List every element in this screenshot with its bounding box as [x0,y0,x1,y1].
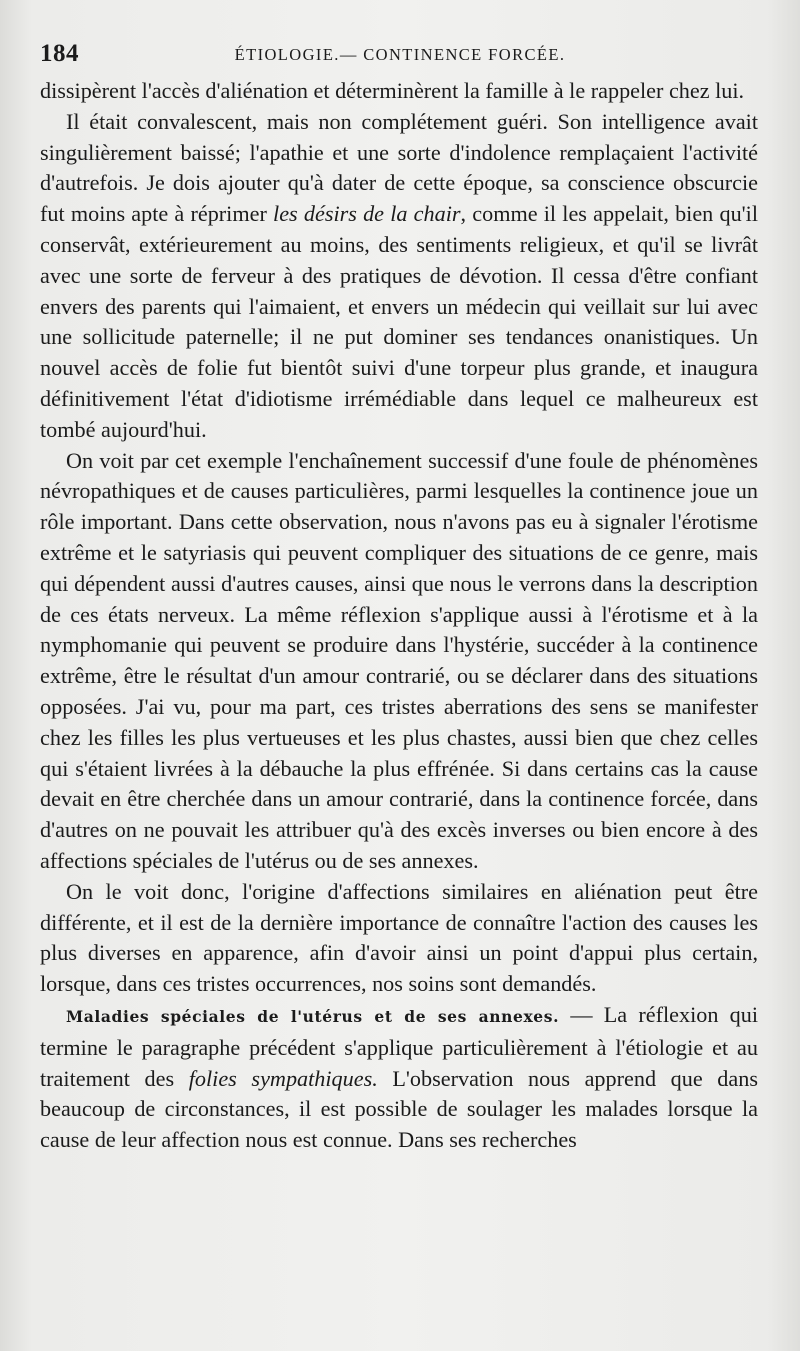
paragraph-continuation [40,76,758,107]
paragraph-text: On voit par cet exemple l'enchaînement successif d'une foule de phénomènes névropathiques et de causes particulières, parmi lesquelles la continence joue un rôle important. Dans cette observation, nous n'avons pas eu à signaler l'érotisme extrême et le satyriasis qui peuvent compliquer des situations de ce genre, mais qui dépendent aussi d'autres causes, ainsi que nous le verrons dans la description de ces états nerveux. La même réflexion s'applique aussi à l'érotisme et à la nymphomanie qui peuvent se produire dans l'hystérie, succéder à la continence extrême, être le résultat d'un amour contrarié, ou se déclarer dans des situations opposées. J'ai vu, pour ma part, ces tristes aberrations des sens se manifester chez les filles les plus vertueuses et les plus chastes, aussi bien que chez celles qui s'étaient livrées à la débauche la plus effrénée. Si dans certains cas la cause devait en être cherchée dans un amour contrarié, dans la continence forcée, dans d'autres on ne pouvait les attribuer qu'à des excès inverses ou bien encore à des affections spéciales de l'utérus ou de ses annexes. [40,447,758,873]
italic-phrase: folies sympathiques. [188,1065,378,1091]
section-heading: Maladies spéciales de l'utérus et de ses annexes. [66,1006,560,1026]
paragraph-text: L'observation nous apprend que dans beaucoup de circonstances, il est possible de soulager les malades lorsque la cause de leur affection nous est connue. Dans ses recherches [40,1065,758,1153]
paragraph-text: Il était convalescent, mais non complétement guéri. Son intelligence avait singulièrement baissé; l'apathie et une sorte d'indolence remplaçaient l'activité d'autrefois. Je dois ajouter qu'à dater de cette époque, sa conscience obscurcie fut moins apte à réprimer [40,108,758,227]
paragraph-text: dissipèrent l'accès d'aliénation et déterminèrent la famille à le rappeler chez lui. [40,78,745,103]
paragraph-text: , comme il les appelait, bien qu'il conservât, extérieurement au moins, des sentiments religieux, et qu'il se livrât avec une sorte de ferveur à des pratiques de dévotion. Il cessa d'être confiant envers des parents qui l'aimaient, et envers un médecin qui veillait sur lui avec une sollicitude paternelle; il ne put dominer ses tendances onanistiques. Un nouvel accès de folie fut bientôt suivi d'une torpeur plus grande, et inaugura définitivement l'état d'idiotisme irrémédiable dans lequel ce malheureux est tombé aujourd'hui. [40,201,758,442]
body-text [40,76,758,1156]
paragraph-origin [40,877,758,1000]
paragraph-example [40,446,758,877]
paragraph-convalescence [40,107,758,446]
running-title: ÉTIOLOGIE.— CONTINENCE FORCÉE. [234,45,566,64]
paragraph-text: — La réflexion qui termine le paragraphe précédent s'applique particulièrement à l'étiologie et au traitement des [40,1001,758,1091]
paragraph-text: On le voit donc, l'origine d'affections similaires en aliénation peut être différente, et il est de la dernière importance de connaître l'action des causes les plus diverses en apparence, afin d'avoir ainsi un point d'appui plus certain, lorsque, dans ces tristes occurrences, nos soins sont demandés. [40,878,758,997]
italic-phrase: les désirs de la chair [273,201,461,227]
paragraph-uterus [40,1000,758,1156]
page-number: 184 [40,40,79,67]
page-header [40,40,760,72]
